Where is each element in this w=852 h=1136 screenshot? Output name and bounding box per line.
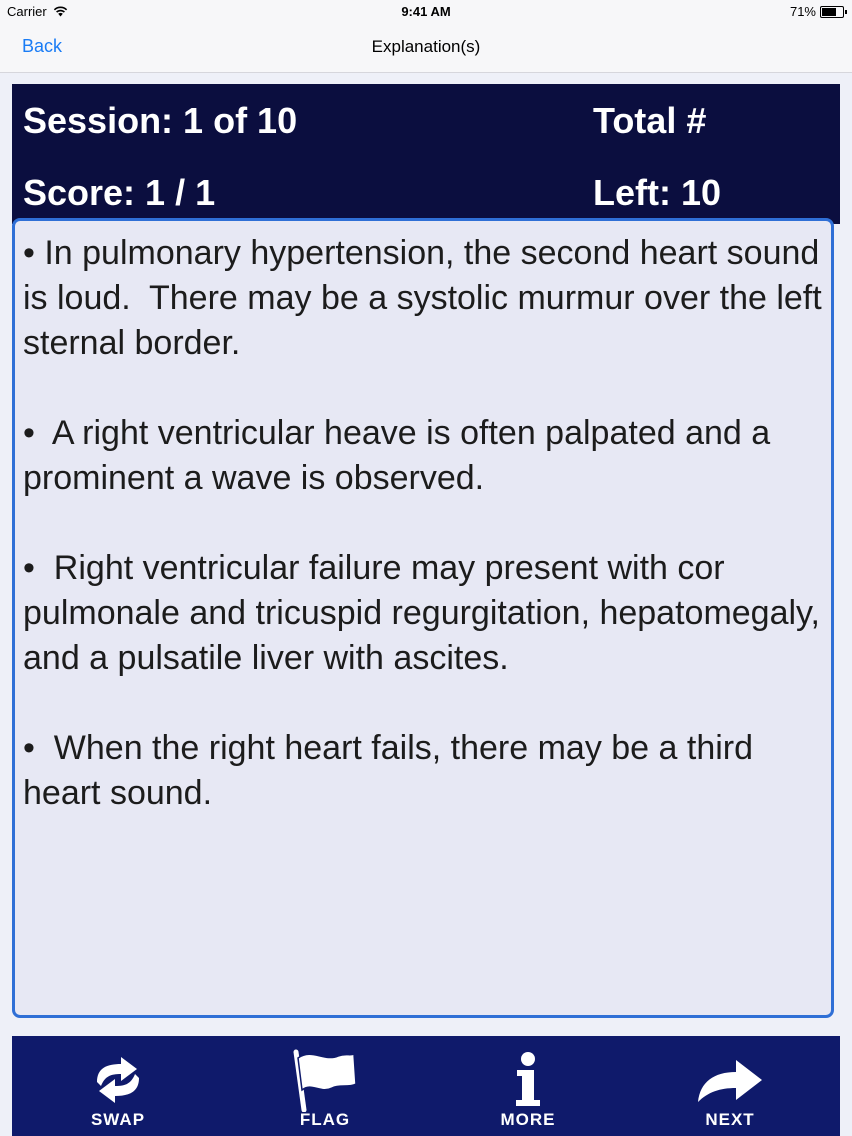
next-button[interactable] (670, 1036, 790, 1136)
page-title: Explanation(s) (371, 37, 481, 56)
explanation-paragraph: • In pulmonary hypertension, the second heart sound is loud. There may be a systolic murmur over the left sternal border. (23, 234, 832, 362)
status-time: 9:41 AM (401, 4, 451, 19)
next-label: NEXT (705, 1110, 755, 1129)
battery-percent: 71% (789, 4, 816, 19)
swap-button[interactable] (58, 1036, 178, 1136)
battery-indicator (790, 4, 844, 19)
explanation-panel[interactable] (12, 218, 834, 1018)
more-button[interactable] (468, 1036, 588, 1136)
battery-icon (820, 6, 844, 18)
flag-label: FLAG (299, 1110, 351, 1129)
flag-button[interactable] (265, 1036, 385, 1136)
session-label: Session: 1 of 10 (23, 100, 298, 141)
arrow-right-icon (694, 1056, 766, 1106)
carrier-label: Carrier (7, 4, 47, 19)
status-bar (0, 0, 852, 24)
explanation-paragraph: • A right ventricular heave is often palpated and a prominent a wave is observed. (23, 414, 780, 497)
info-icon (511, 1052, 545, 1108)
session-header (12, 84, 840, 224)
more-label: MORE (500, 1110, 556, 1129)
total-label: Total # (593, 100, 707, 141)
swap-label: SWAP (90, 1110, 146, 1129)
back-button[interactable]: Back (22, 36, 63, 56)
flag-icon (290, 1048, 360, 1112)
battery-fill (822, 8, 836, 16)
navigation-bar (0, 24, 852, 73)
score-label: Score: 1 / 1 (23, 172, 216, 213)
swap-icon (87, 1054, 149, 1106)
left-count-label: Left: 10 (593, 172, 722, 213)
explanation-paragraph: • Right ventricular failure may present with cor pulmonale and tricuspid regurgitation, hepatomegaly, and a pulsatile liver with ascites. (23, 549, 830, 677)
bottom-toolbar (12, 1036, 840, 1136)
explanation-paragraph: • When the right heart fails, there may be a third heart sound. (23, 729, 763, 812)
